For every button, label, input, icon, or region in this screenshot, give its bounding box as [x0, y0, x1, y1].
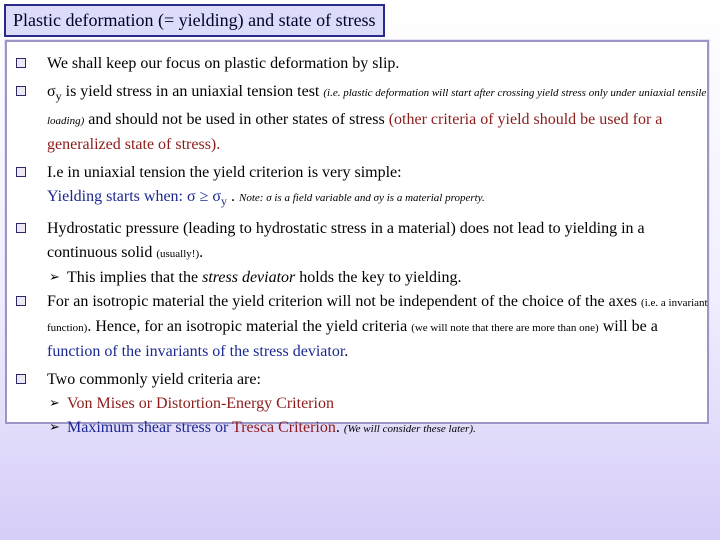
punctuation: .	[199, 244, 204, 261]
bullet-note: (usually!)	[156, 248, 200, 260]
bullet-text-red: (other criteria of yield should be used for a generalized state of stress).	[47, 111, 663, 153]
checkbox-bullet-icon	[16, 167, 26, 177]
arrow-bullet-icon: ➢	[49, 420, 60, 435]
bullet-text: I.e in uniaxial tension the yield criterion is very simple:	[47, 164, 402, 181]
bullet-note: Note: σ is a field variable and σy is a material property.	[239, 192, 485, 204]
sub-bullet-text: holds the key to yielding.	[295, 269, 462, 286]
bullet-item	[15, 368, 715, 441]
bullet-text: Hydrostatic pressure (leading to hydrostatic stress in a material) does not lead to yielding in a continuous solid	[47, 220, 645, 261]
sigma-subscript: y	[55, 89, 62, 103]
arrow-bullet-icon: ➢	[49, 396, 60, 411]
criterion-tresca: Tresca Criterion	[232, 419, 336, 436]
yield-condition-label: Yielding starts when:	[47, 188, 187, 205]
checkbox-bullet-icon	[16, 374, 26, 384]
bullet-text-blue: function of the invariants of the stress deviator	[47, 343, 345, 360]
sub-bullet-item	[47, 416, 715, 441]
yield-formula-subscript: y	[221, 194, 228, 208]
punctuation: .	[335, 419, 344, 436]
sigma-symbol: σ	[47, 83, 56, 100]
checkbox-bullet-icon	[16, 86, 26, 96]
criterion-max-shear: Maximum shear stress or	[67, 419, 233, 436]
punctuation: .	[344, 343, 349, 360]
sub-bullet-text: This implies that the	[67, 269, 203, 286]
slide-title: Plastic deformation (= yielding) and state of stress	[4, 4, 385, 37]
checkbox-bullet-icon	[16, 296, 26, 306]
bullet-text: will be a	[598, 318, 658, 335]
sub-bullet-item	[47, 392, 715, 416]
criterion-von-mises: Von Mises or Distortion-Energy Criterion	[67, 395, 334, 412]
checkbox-bullet-icon	[16, 223, 26, 233]
bullet-item	[15, 290, 715, 364]
bullet-text: Two commonly yield criteria are:	[47, 371, 261, 388]
bullet-text: is yield stress in an uniaxial tension test	[61, 83, 324, 100]
separator: .	[227, 188, 240, 205]
bullet-text: and should not be used in other states of stress	[84, 111, 389, 128]
sub-bullet-item	[47, 266, 715, 290]
bullet-text: For an isotropic material the yield criterion will not be independent of the choice of the axes	[47, 293, 642, 310]
bullet-item	[15, 80, 715, 157]
bullet-text: We shall keep our focus on plastic deformation by slip.	[47, 55, 400, 72]
bullet-text: . Hence, for an isotropic material the yield criteria	[87, 318, 412, 335]
bullet-note: (i.e. a invariant function)	[47, 297, 708, 334]
bullet-list	[15, 52, 715, 441]
bullet-item	[15, 217, 715, 290]
bullet-item	[15, 161, 715, 213]
bullet-item	[15, 52, 715, 76]
bullet-note: (We will consider these later).	[343, 423, 476, 435]
bullet-note: (i.e. plastic deformation will start after crossing yield stress only under uniaxial tensile loading)	[47, 87, 707, 127]
arrow-bullet-icon: ➢	[49, 270, 60, 285]
yield-formula: σ ≥ σ	[186, 188, 222, 205]
checkbox-bullet-icon	[16, 58, 26, 68]
content-panel	[5, 40, 709, 436]
emphasis-text: stress deviator	[202, 269, 296, 286]
bullet-note: (we will note that there are more than one)	[411, 322, 599, 334]
